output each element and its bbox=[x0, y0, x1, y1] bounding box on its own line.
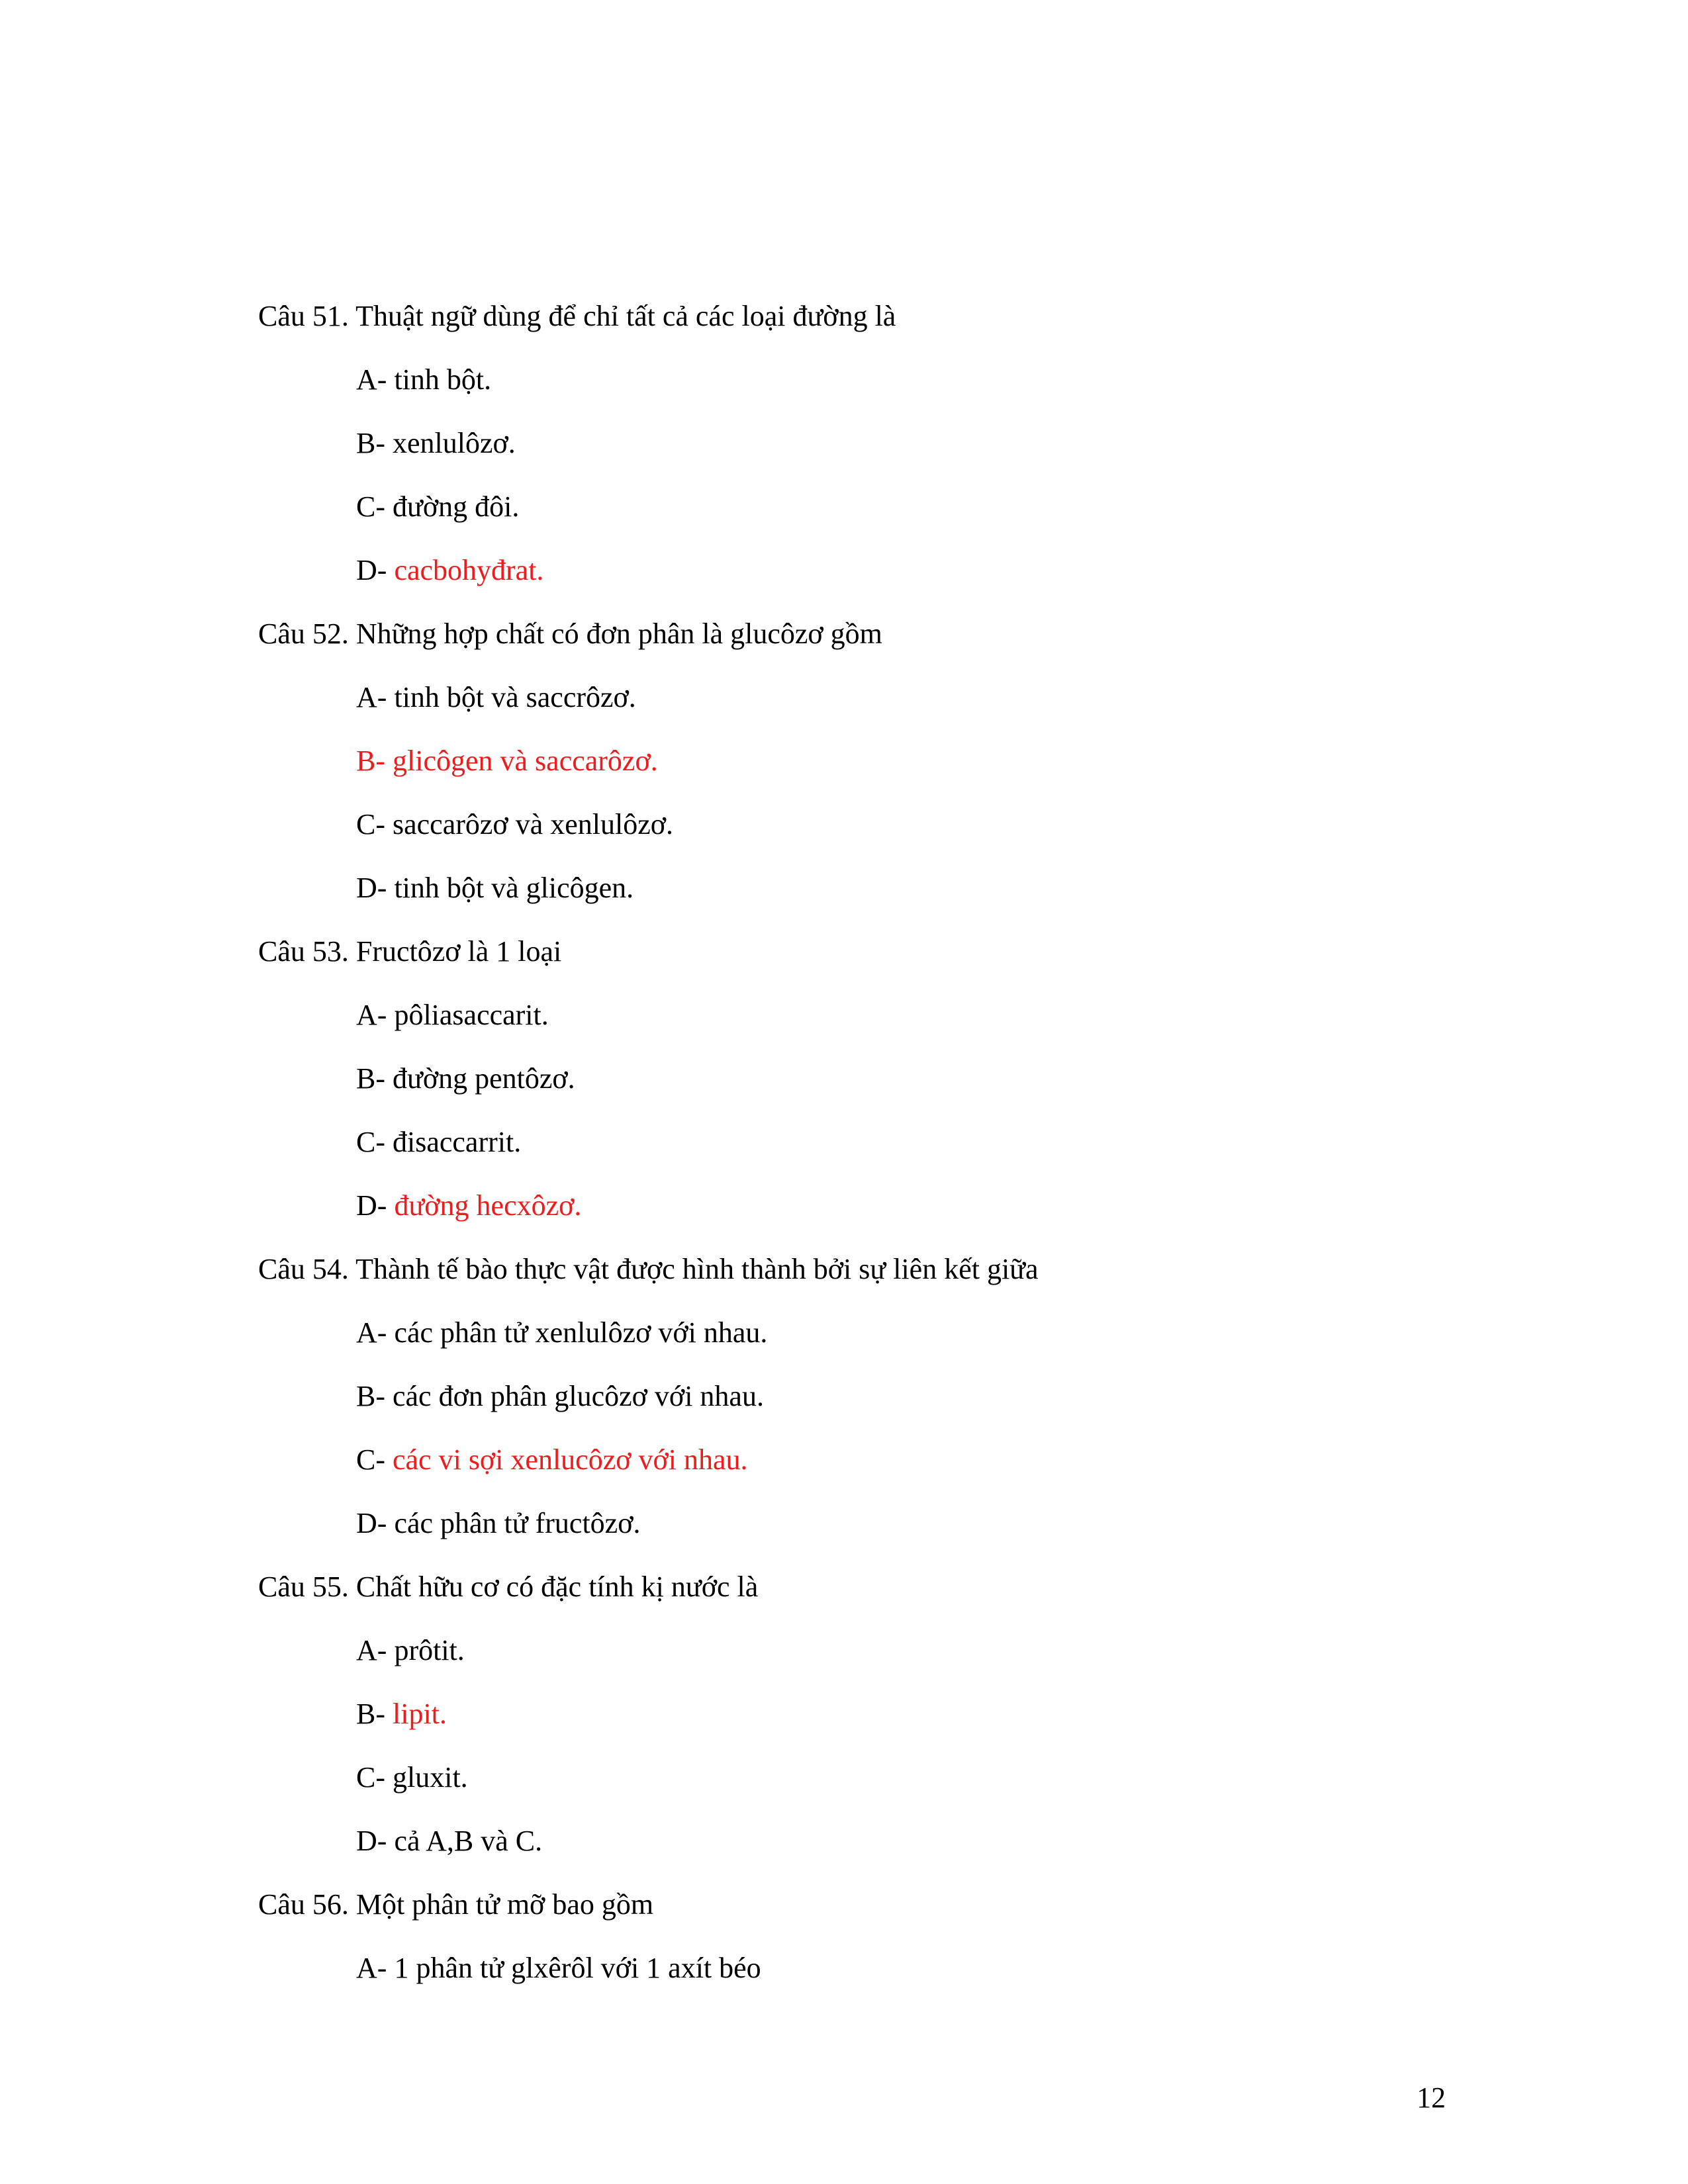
option-prefix: C- bbox=[356, 490, 393, 523]
option-text: gluxit. bbox=[393, 1761, 468, 1794]
option-text: saccarôzơ và xenlulôzơ. bbox=[393, 808, 673, 841]
option-prefix: D- bbox=[356, 1825, 395, 1857]
option-prefix: C- bbox=[356, 1443, 393, 1476]
option-prefix: D- bbox=[356, 554, 395, 586]
question-55: Câu 55. Chất hữu cơ có đặc tính kị nước là bbox=[258, 1570, 759, 1603]
page-number: 12 bbox=[1417, 2081, 1446, 2114]
correct-answer-text: cacbohyđrat. bbox=[394, 554, 544, 586]
option-text: các phân tử fructôzơ. bbox=[394, 1507, 641, 1539]
option-prefix: A- bbox=[356, 363, 395, 396]
option-text: pôliasaccarit. bbox=[394, 999, 549, 1031]
option-text: đường pentôzơ. bbox=[393, 1062, 575, 1095]
question-list bbox=[258, 285, 1516, 2000]
question-54: Câu 54. Thành tế bào thực vật được hình thành bởi sự liên kết giữa bbox=[258, 1253, 1039, 1285]
correct-answer-text: đường hecxôzơ. bbox=[394, 1189, 582, 1222]
correct-answer-text: lipit. bbox=[393, 1698, 447, 1730]
option-text: tinh bột. bbox=[394, 363, 492, 396]
option-53-a bbox=[258, 983, 1516, 1047]
option-54-d bbox=[258, 1492, 1516, 1555]
option-51-d bbox=[258, 539, 1516, 602]
option-52-d bbox=[258, 856, 1516, 920]
question-51: Câu 51. Thuật ngữ dùng để chỉ tất cả các loại đường là bbox=[258, 300, 896, 332]
question-53: Câu 53. Fructôzơ là 1 loại bbox=[258, 935, 562, 968]
option-55-b bbox=[258, 1682, 1516, 1746]
question-56: Câu 56. Một phân tử mỡ bao gồm bbox=[258, 1888, 654, 1921]
option-text: xenlulôzơ. bbox=[393, 427, 516, 459]
option-prefix: A- bbox=[356, 1316, 395, 1349]
option-text: đisaccarrit. bbox=[393, 1126, 522, 1158]
question-52: Câu 52. Những hợp chất có đơn phân là glucôzơ gồm bbox=[258, 617, 882, 650]
option-text: prôtit. bbox=[394, 1634, 465, 1666]
option-text: cả A,B và C. bbox=[394, 1825, 543, 1857]
option-prefix: B- bbox=[356, 1062, 393, 1095]
option-prefix: A- bbox=[356, 1634, 395, 1666]
option-prefix: C- bbox=[356, 1126, 393, 1158]
option-55-a bbox=[258, 1619, 1516, 1682]
option-54-b bbox=[258, 1365, 1516, 1428]
option-51-c bbox=[258, 475, 1516, 539]
option-54-c bbox=[258, 1428, 1516, 1492]
option-prefix: B- bbox=[356, 1380, 393, 1412]
option-53-b bbox=[258, 1047, 1516, 1111]
option-55-c bbox=[258, 1746, 1516, 1809]
option-prefix: C- bbox=[356, 808, 393, 841]
option-51-b bbox=[258, 412, 1516, 475]
option-text: 1 phân tử glxêrôl với 1 axít béo bbox=[394, 1952, 761, 1984]
option-prefix: D- bbox=[356, 1189, 395, 1222]
option-prefix: A- bbox=[356, 681, 395, 713]
option-56-a bbox=[258, 1936, 1516, 2000]
option-prefix: B- bbox=[356, 1698, 393, 1730]
option-51-a bbox=[258, 348, 1516, 412]
option-54-a bbox=[258, 1301, 1516, 1365]
option-prefix: D- bbox=[356, 1507, 395, 1539]
option-52-c bbox=[258, 793, 1516, 856]
option-text: tinh bột và glicôgen. bbox=[394, 872, 634, 904]
option-52-b bbox=[258, 729, 1516, 793]
correct-answer-text: các vi sợi xenlucôzơ với nhau. bbox=[393, 1443, 748, 1476]
option-text: các phân tử xenlulôzơ với nhau. bbox=[394, 1316, 768, 1349]
option-53-d bbox=[258, 1174, 1516, 1238]
option-prefix: B- bbox=[356, 427, 393, 459]
option-prefix: A- bbox=[356, 999, 395, 1031]
option-55-d bbox=[258, 1809, 1516, 1873]
option-prefix: D- bbox=[356, 872, 395, 904]
option-text: đường đôi. bbox=[393, 490, 520, 523]
option-prefix: C- bbox=[356, 1761, 393, 1794]
option-53-c bbox=[258, 1111, 1516, 1174]
option-52-a bbox=[258, 666, 1516, 729]
option-text: các đơn phân glucôzơ với nhau. bbox=[393, 1380, 764, 1412]
option-prefix: B- bbox=[356, 745, 393, 777]
option-prefix: A- bbox=[356, 1952, 395, 1984]
correct-answer-text: glicôgen và saccarôzơ. bbox=[393, 745, 658, 777]
option-text: tinh bột và saccrôzơ. bbox=[394, 681, 636, 713]
